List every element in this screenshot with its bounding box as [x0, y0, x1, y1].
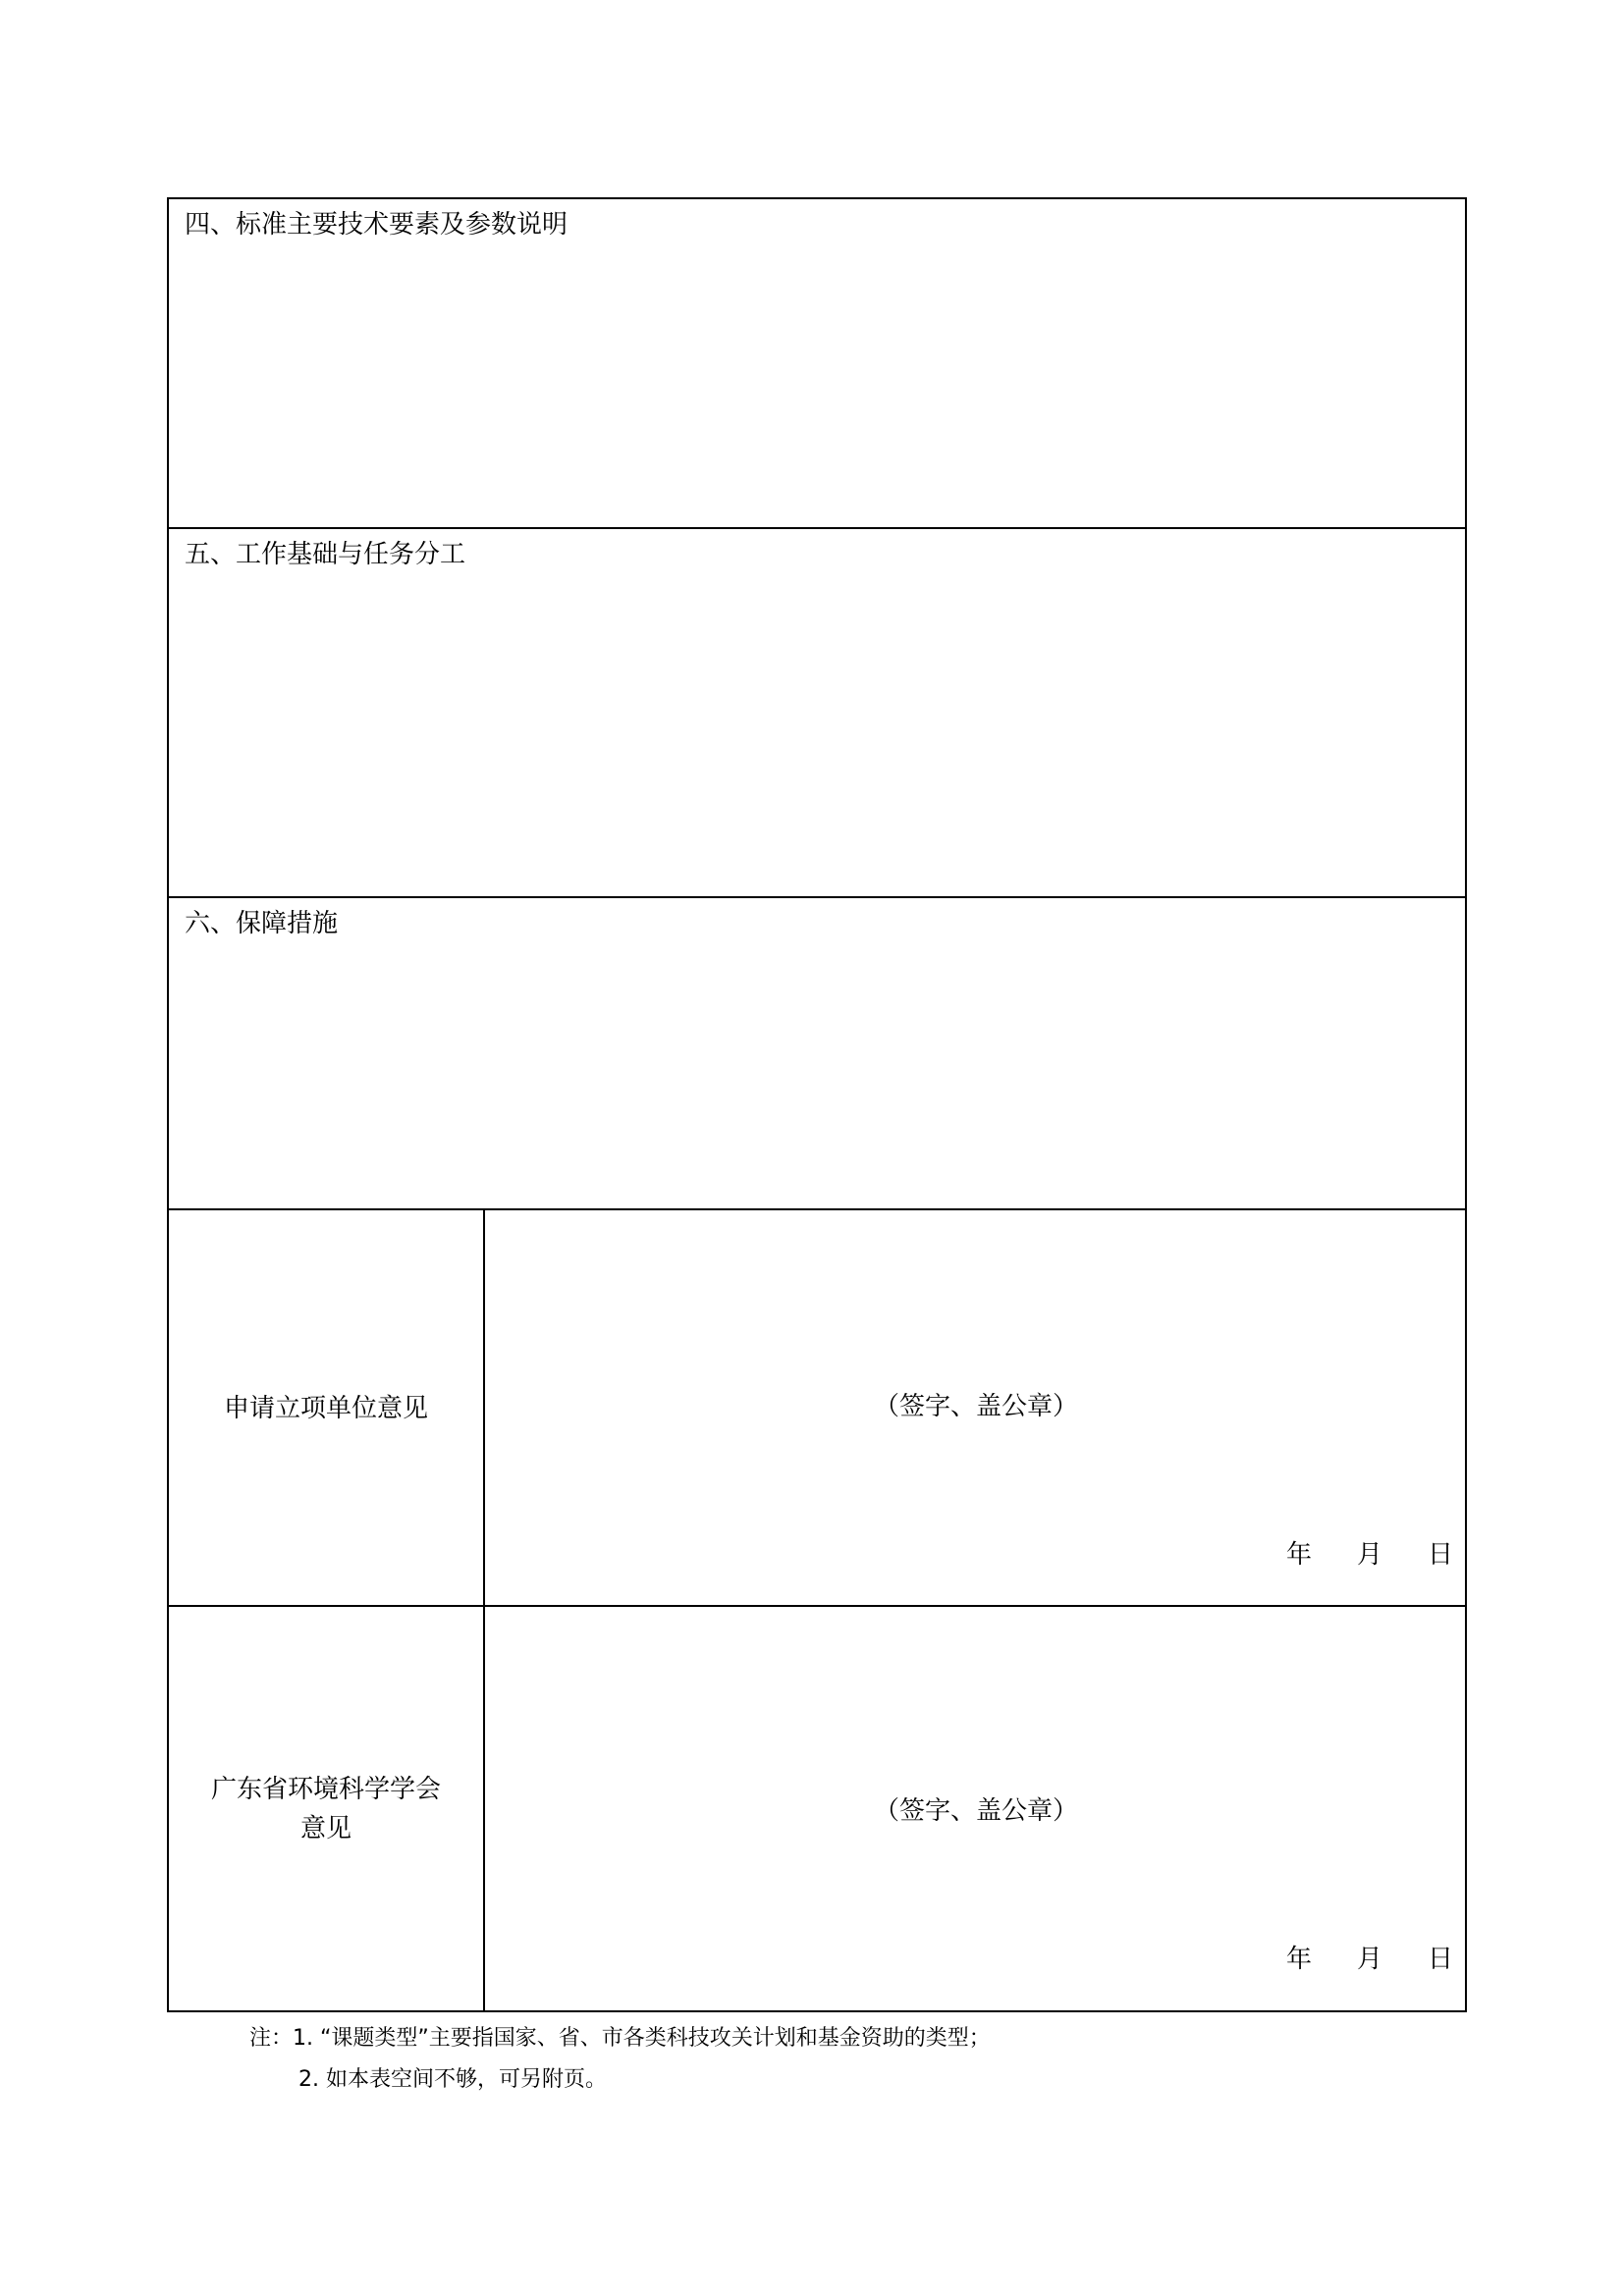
applicant-opinion-row: [167, 1208, 1467, 1607]
society-sign-stamp-text: （签字、盖公章）: [873, 1796, 1078, 1826]
society-date-month: 月: [1356, 1945, 1382, 1974]
applicant-date-month: 月: [1356, 1540, 1382, 1570]
section-safeguards: [167, 896, 1467, 1210]
society-opinion-label: [211, 1770, 441, 1848]
society-opinion-label-line1: 广东省环境科学学会: [210, 1774, 441, 1804]
society-date-year: 年: [1285, 1945, 1312, 1974]
society-opinion-label-line2: 意见: [299, 1813, 352, 1843]
note-line-2: 2. 如本表空间不够，可另附页。: [298, 2067, 607, 2092]
note-line-1: 注：1. “课题类型”主要指国家、省、市各类科技攻关计划和基金资助的类型；: [249, 2026, 991, 2051]
society-date-day: 日: [1427, 1945, 1453, 1974]
society-opinion-row: [167, 1605, 1467, 2012]
society-opinion-label-cell: [169, 1607, 485, 2010]
section-title-tech-elements: 四、标准主要技术要素及参数说明: [185, 210, 568, 240]
society-date-row: [1286, 1942, 1453, 1977]
applicant-date-day: 日: [1427, 1540, 1453, 1570]
society-opinion-content-cell: [485, 1607, 1467, 2010]
applicant-opinion-label: 申请立项单位意见: [223, 1394, 428, 1423]
applicant-date-year: 年: [1285, 1540, 1312, 1570]
applicant-opinion-content-cell: [485, 1210, 1467, 1607]
section-work-basis: [167, 527, 1467, 898]
applicant-opinion-label-cell: [169, 1210, 485, 1607]
section-title-work-basis: 五、工作基础与任务分工: [185, 540, 466, 569]
applicant-date-row: [1286, 1537, 1453, 1573]
section-tech-elements: [167, 197, 1467, 529]
section-title-safeguards: 六、保障措施: [185, 909, 339, 938]
applicant-sign-stamp-text: （签字、盖公章）: [873, 1392, 1078, 1421]
